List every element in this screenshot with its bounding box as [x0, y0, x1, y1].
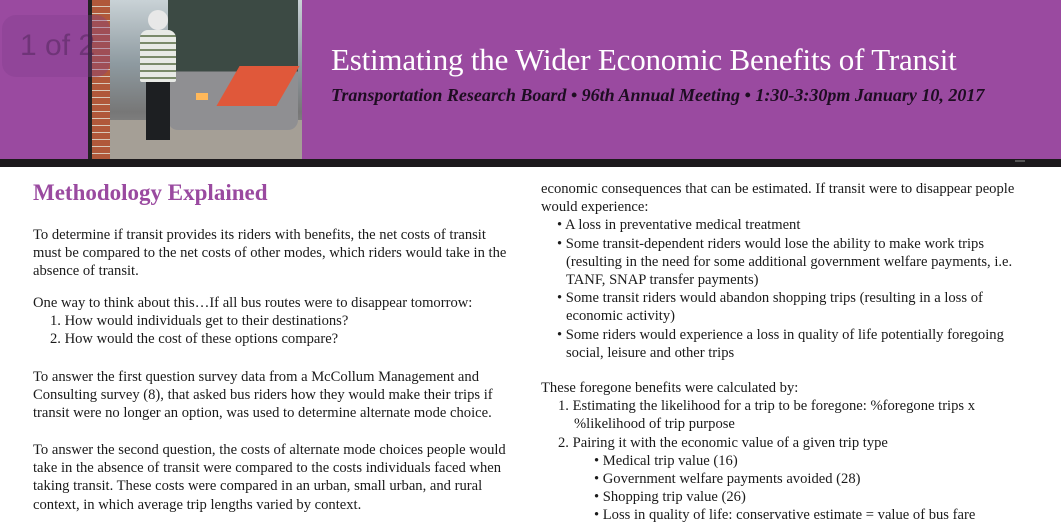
- bullet-item: • Some transit riders would abandon shopping trips (resulting in a loss of: [557, 290, 983, 307]
- bullet-item: • Government welfare payments avoided (28): [594, 470, 861, 487]
- text-line: transit were no longer an option, was used to determine alternate mode choice.: [33, 405, 492, 422]
- photo-person-hat: [148, 10, 168, 30]
- bullet-item: • Medical trip value (16): [594, 452, 738, 469]
- bullet-item: • A loss in preventative medical treatment: [557, 217, 801, 234]
- text-line: context, in which average trip lengths varied by context.: [33, 496, 362, 513]
- text-line: To answer the second question, the costs of alternate mode choices people would: [33, 442, 506, 458]
- text-line: would experience:: [541, 199, 649, 216]
- text-line: must be compared to the net costs of other modes, which riders would take in the: [33, 245, 507, 262]
- document-subtitle: Transportation Research Board • 96th Annual Meeting • 1:30-3:30pm January 10, 2017: [331, 85, 985, 105]
- header-divider: [0, 159, 1061, 167]
- numbered-item: 2. Pairing it with the economic value of a given trip type: [558, 434, 888, 451]
- right-paragraph: [541, 379, 975, 525]
- bus-rider-photo: [88, 0, 302, 160]
- section-heading: Methodology Explained: [33, 180, 268, 205]
- bullet-item: social, leisure and other trips: [566, 344, 735, 361]
- text-line: take in the absence of transit were compared to the costs individuals faced when: [33, 460, 502, 477]
- text-line: taking transit. These costs were compared in an urban, small urban, and rural: [33, 478, 483, 495]
- bullet-item: (resulting in the need for some additional government welfare payments, i.e.: [566, 253, 1013, 270]
- text-line: To determine if transit provides its riders with benefits, the net costs of transit: [33, 227, 486, 243]
- left-paragraph: [33, 441, 506, 514]
- text-line: One way to think about this…If all bus routes were to disappear tomorrow:: [33, 295, 473, 311]
- page-indicator: 1 of 2: [2, 15, 110, 77]
- bullet-item: TANF, SNAP transfer payments): [566, 271, 759, 288]
- text-line: absence of transit.: [33, 263, 139, 280]
- bullet-item: • Some riders would experience a loss in quality of life potentially foregoing: [557, 326, 1004, 343]
- text-line: To answer the first question survey data from a McCollum Management and: [33, 369, 479, 385]
- left-paragraph: [33, 294, 472, 349]
- text-line: Consulting survey (8), that asked bus riders how they would make their trips if: [33, 387, 493, 404]
- bullet-item: economic activity): [566, 308, 676, 325]
- photo-bus-light: [196, 93, 208, 100]
- left-paragraph: [33, 226, 506, 281]
- text-line: These foregone benefits were calculated by:: [541, 380, 799, 396]
- photo-person-legs: [146, 82, 170, 140]
- photo-bus: [168, 0, 298, 130]
- right-paragraph: [541, 180, 1014, 362]
- numbered-item: 2. How would the cost of these options compare?: [50, 331, 339, 348]
- bullet-item: • Some transit-dependent riders would lose the ability to make work trips: [557, 235, 985, 252]
- text-line: economic consequences that can be estimated. If transit were to disappear people: [541, 181, 1015, 197]
- bullet-item: • Loss in quality of life: conservative estimate = value of bus fare: [594, 507, 976, 524]
- numbered-item: %likelihood of trip purpose: [574, 416, 735, 433]
- bullet-item: • Shopping trip value (26): [594, 489, 746, 506]
- numbered-item: 1. Estimating the likelihood for a trip to be foregone: %foregone trips x: [558, 398, 976, 415]
- photo-person-shirt: [140, 30, 176, 82]
- left-paragraph: [33, 368, 493, 423]
- numbered-item: 1. How would individuals get to their destinations?: [50, 313, 349, 330]
- divider-mark: [1015, 160, 1025, 162]
- document-title: Estimating the Wider Economic Benefits of Transit: [331, 42, 957, 77]
